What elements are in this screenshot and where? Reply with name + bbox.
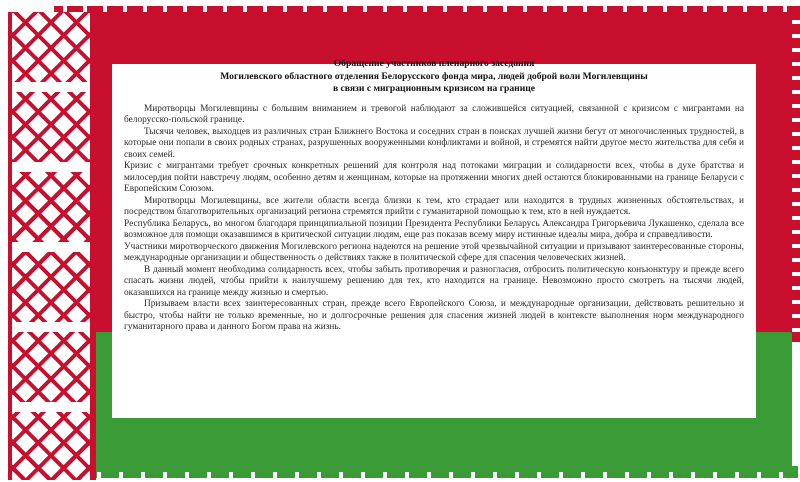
document-page (112, 58, 756, 418)
national-ornament-strip (8, 12, 96, 480)
title-line: в связи с миграционным кризисом на границе (332, 83, 536, 94)
document-title (124, 58, 744, 96)
document-body (124, 104, 744, 334)
paragraph: Республика Беларусь, во многом благодаря принципиальной позиции Президента Республики Беларусь Александра Григорьевича Лукашенко, сделала все возможное для помощи оказавшимся в критической ситуации людям, еще раз показав всему миру истинные идеалы мира, добра и справедливости. (124, 218, 744, 240)
ornament-divider (12, 322, 90, 332)
ornament-divider (12, 402, 90, 412)
paragraph: Миротворцы Могилевщины, все жители области всегда близки к тем, кто страдает или находится в трудных жизненных обстоятельствах, и посредством благотворительных организаций региона стремятся прийти с гуманитарной помощью к тем, кто в ней нуждается. (124, 195, 744, 217)
paragraph: Призываем власти всех заинтересованных стран, прежде всего Европейского Союза, и международные организации, действовать решительно и быстро, чтобы найти не только временные, но и долгосрочные решения для спасения жизней людей в контексте выполнения норм международного гуманитарного права и данного Богом права на жизнь. (124, 299, 744, 332)
title-line: Могилевского областного отделения Белорусского фонда мира, людей доброй воли Могилевщины (220, 70, 648, 82)
ornament-divider (12, 242, 90, 252)
paragraph: Участники миротворческого движения Могилевского региона надеются на решение этой чрезвычайной ситуации и призывают заинтересованные стороны, международные организации и общественность о действиях также в политической сфере для спасения человеческих жизней. (124, 241, 744, 263)
ornament-divider (12, 82, 90, 92)
paragraph: Кризис с мигрантами требует срочных конкретных решений для контроля над потоками миграции и солидарности всех, чтобы в духе братства и милосердия пойти навстречу людям, особенно детям и женщинам, которые на протяжении многих дней остаются блокированными на границе Беларуси с Европейским Союзом. (124, 161, 744, 194)
title-line: Обращение участников пленарного заседания (333, 58, 535, 69)
paragraph: Миротворцы Могилевщины с большим вниманием и тревогой наблюдают за сложившейся ситуацией, связанной с кризисом с мигрантами на белорусско-польской границе. (124, 103, 744, 125)
paragraph: В данный момент необходима солидарность всех, чтобы забыть противоречия и разногласия, отбросить политическую конъюнктуру и прежде всего спасать жизни людей, чтобы прийти к наилучшему решению для тех, кто находится на границе. Невозможно просто смотреть на тысячи людей, оказавшихся на границе между жизнью и смертью. (124, 264, 744, 298)
paragraph: Тысячи человек, выходцев из различных стран Ближнего Востока и соседних стран в поисках лучшей жизни бегут от многочисленных трудностей, в которые они попали в своих родных странах, разрушенных вооруженными конфликтами и войной, и стремятся найти другое место жительства для себя и своих семей. (124, 126, 744, 160)
ornament-divider (12, 162, 90, 172)
